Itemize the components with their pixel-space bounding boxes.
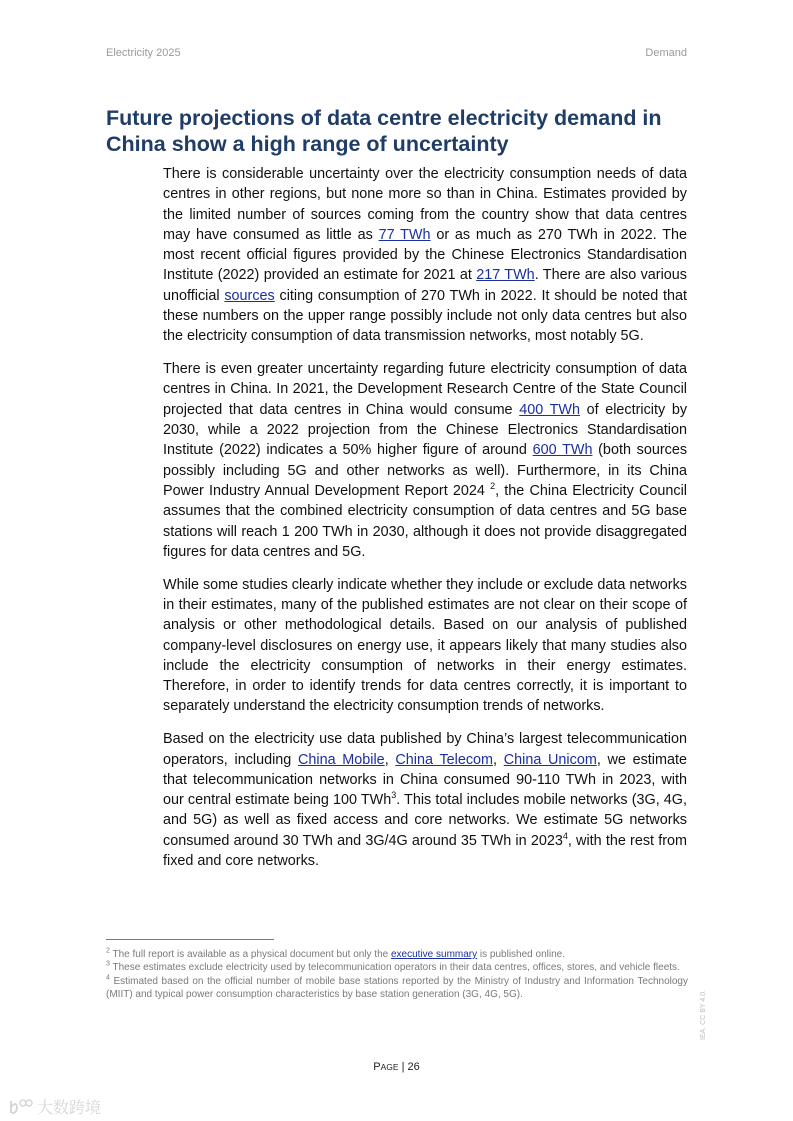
text: of electricity by 2030, while a 2022 projection from the Chinese Electronics Standardisation Institute (2022) indicates a 50% higher figure of around [163, 401, 688, 459]
text: , [384, 751, 396, 768]
link-217-twh[interactable]: 217 TWh [476, 267, 535, 284]
text: Estimated based on the official number of mobile base stations reported by the Ministry of Industry and Information Technology (MIIT) and typical power consumption characteristics by base station generation (3G, 4G, 5G). [106, 975, 688, 1001]
footnote-ref-4[interactable]: 4 [562, 830, 568, 841]
text: , with the rest from fixed and core networks. [163, 832, 688, 869]
running-header-report-title: Electricity 2025 [106, 47, 181, 59]
text: . There are also various unofficial [163, 267, 688, 304]
footnote-number: 4 [106, 974, 110, 982]
link-china-mobile[interactable]: China Mobile [298, 751, 385, 768]
text: There is considerable uncertainty over the electricity consumption needs of data centres in other regions, but none more so than in China. Estimates provided by the limited number of sources coming from the country show that data centres may have consumed as little as [163, 166, 687, 243]
text: Based on the electricity use data published by China’s largest telecommunication operators, including [163, 731, 687, 768]
section-title: Future projections of data centre electricity demand in China show a high range of uncertainty [106, 106, 662, 156]
link-77-twh[interactable]: 77 TWh [378, 226, 431, 243]
link-china-telecom[interactable]: China Telecom [395, 751, 494, 768]
body-text [163, 164, 687, 884]
watermark [8, 1095, 101, 1118]
license-note: IEA. CC BY 4.0. [700, 989, 707, 1040]
footnote-ref-3[interactable]: 3 [391, 790, 397, 801]
text: or as much as 270 TWh in 2022. The most recent official figures provided by the Chinese Electronics Standardisation Institute (2022) provided an estimate for 2021 at [163, 226, 688, 284]
footnote-number: 3 [106, 961, 110, 969]
footnotes [106, 948, 688, 1002]
running-header-section: Demand [645, 47, 687, 59]
paragraph-2 [163, 359, 687, 562]
footnote-number: 2 [106, 947, 110, 955]
text: , [493, 751, 504, 768]
text: There is even greater uncertainty regarding future electricity consumption of data centres in China. In 2021, the Development Research Centre of the State Council projected that data centres in China would consume [163, 361, 687, 418]
link-400-twh[interactable]: 400 TWh [519, 401, 580, 418]
page-number-value: 26 [407, 1061, 420, 1073]
page-label: AGE [380, 1062, 399, 1072]
watermark-text: 大数跨境 [37, 1100, 102, 1117]
text: These estimates exclude electricity used by telecommunication operators in their data centres, offices, stores, and vehicle fleets. [109, 962, 680, 974]
link-600-twh[interactable]: 600 TWh [532, 442, 593, 459]
paragraph-3 [163, 575, 687, 717]
link-china-unicom[interactable]: China Unicom [503, 751, 597, 768]
footnote-3 [106, 961, 688, 974]
text: . This total includes mobile networks (3G, 4G, and 5G) as well as fixed access and core networks. We estimate 5G networks consumed around 30 TWh and 3G/4G around 35 TWh in 2023 [163, 792, 687, 849]
text: , we estimate that telecommunication networks in China consumed 90-110 TWh in 2023, with our central estimate being 100 TWh [163, 751, 687, 809]
text: is published online. [477, 949, 565, 960]
footnote-divider [106, 939, 274, 940]
paragraph-1 [163, 164, 687, 347]
link-sources[interactable]: sources [224, 287, 275, 304]
text: The full report is available as a physical document but only the [109, 949, 391, 960]
watermark-logo-icon [8, 1098, 34, 1116]
text: citing consumption of 270 TWh in 2022. It should be noted that these numbers on the upper range possibly include not only data centres but also the electricity consumption of data transmission networks, most notably 5G. [163, 287, 687, 345]
text: , the China Electricity Council assumes that the combined electricity consumption of data centres and 5G base stations will reach 1 200 TWh in 2030, although it does not provide disaggregated figures for data centres and 5G. [163, 482, 688, 560]
separator: | [398, 1061, 408, 1073]
text: (both sources possibly including 5G and other networks as well). Furthermore, in its China Power Industry Annual Development Report 2024 [163, 442, 688, 499]
footnote-4 [106, 975, 688, 1002]
paragraph-4 [163, 729, 687, 871]
page-number [0, 1061, 793, 1073]
text: While some studies clearly indicate whether they include or exclude data networks in their estimates, many of the published estimates are not clear on their scope of analysis or other methodological details. Based on our analysis of published company-level disclosures on energy use, it appears likely that many studies also include the electricity consumption of networks in their energy estimates. Therefore, in order to identify trends for data centres correctly, it is important to separately understand the electricity consumption trends of networks. [163, 576, 687, 715]
footnote-2 [106, 948, 688, 961]
footnote-ref-2[interactable]: 2 [490, 481, 496, 492]
link-executive-summary[interactable]: executive summary [391, 949, 478, 960]
page-label: P [373, 1061, 381, 1073]
